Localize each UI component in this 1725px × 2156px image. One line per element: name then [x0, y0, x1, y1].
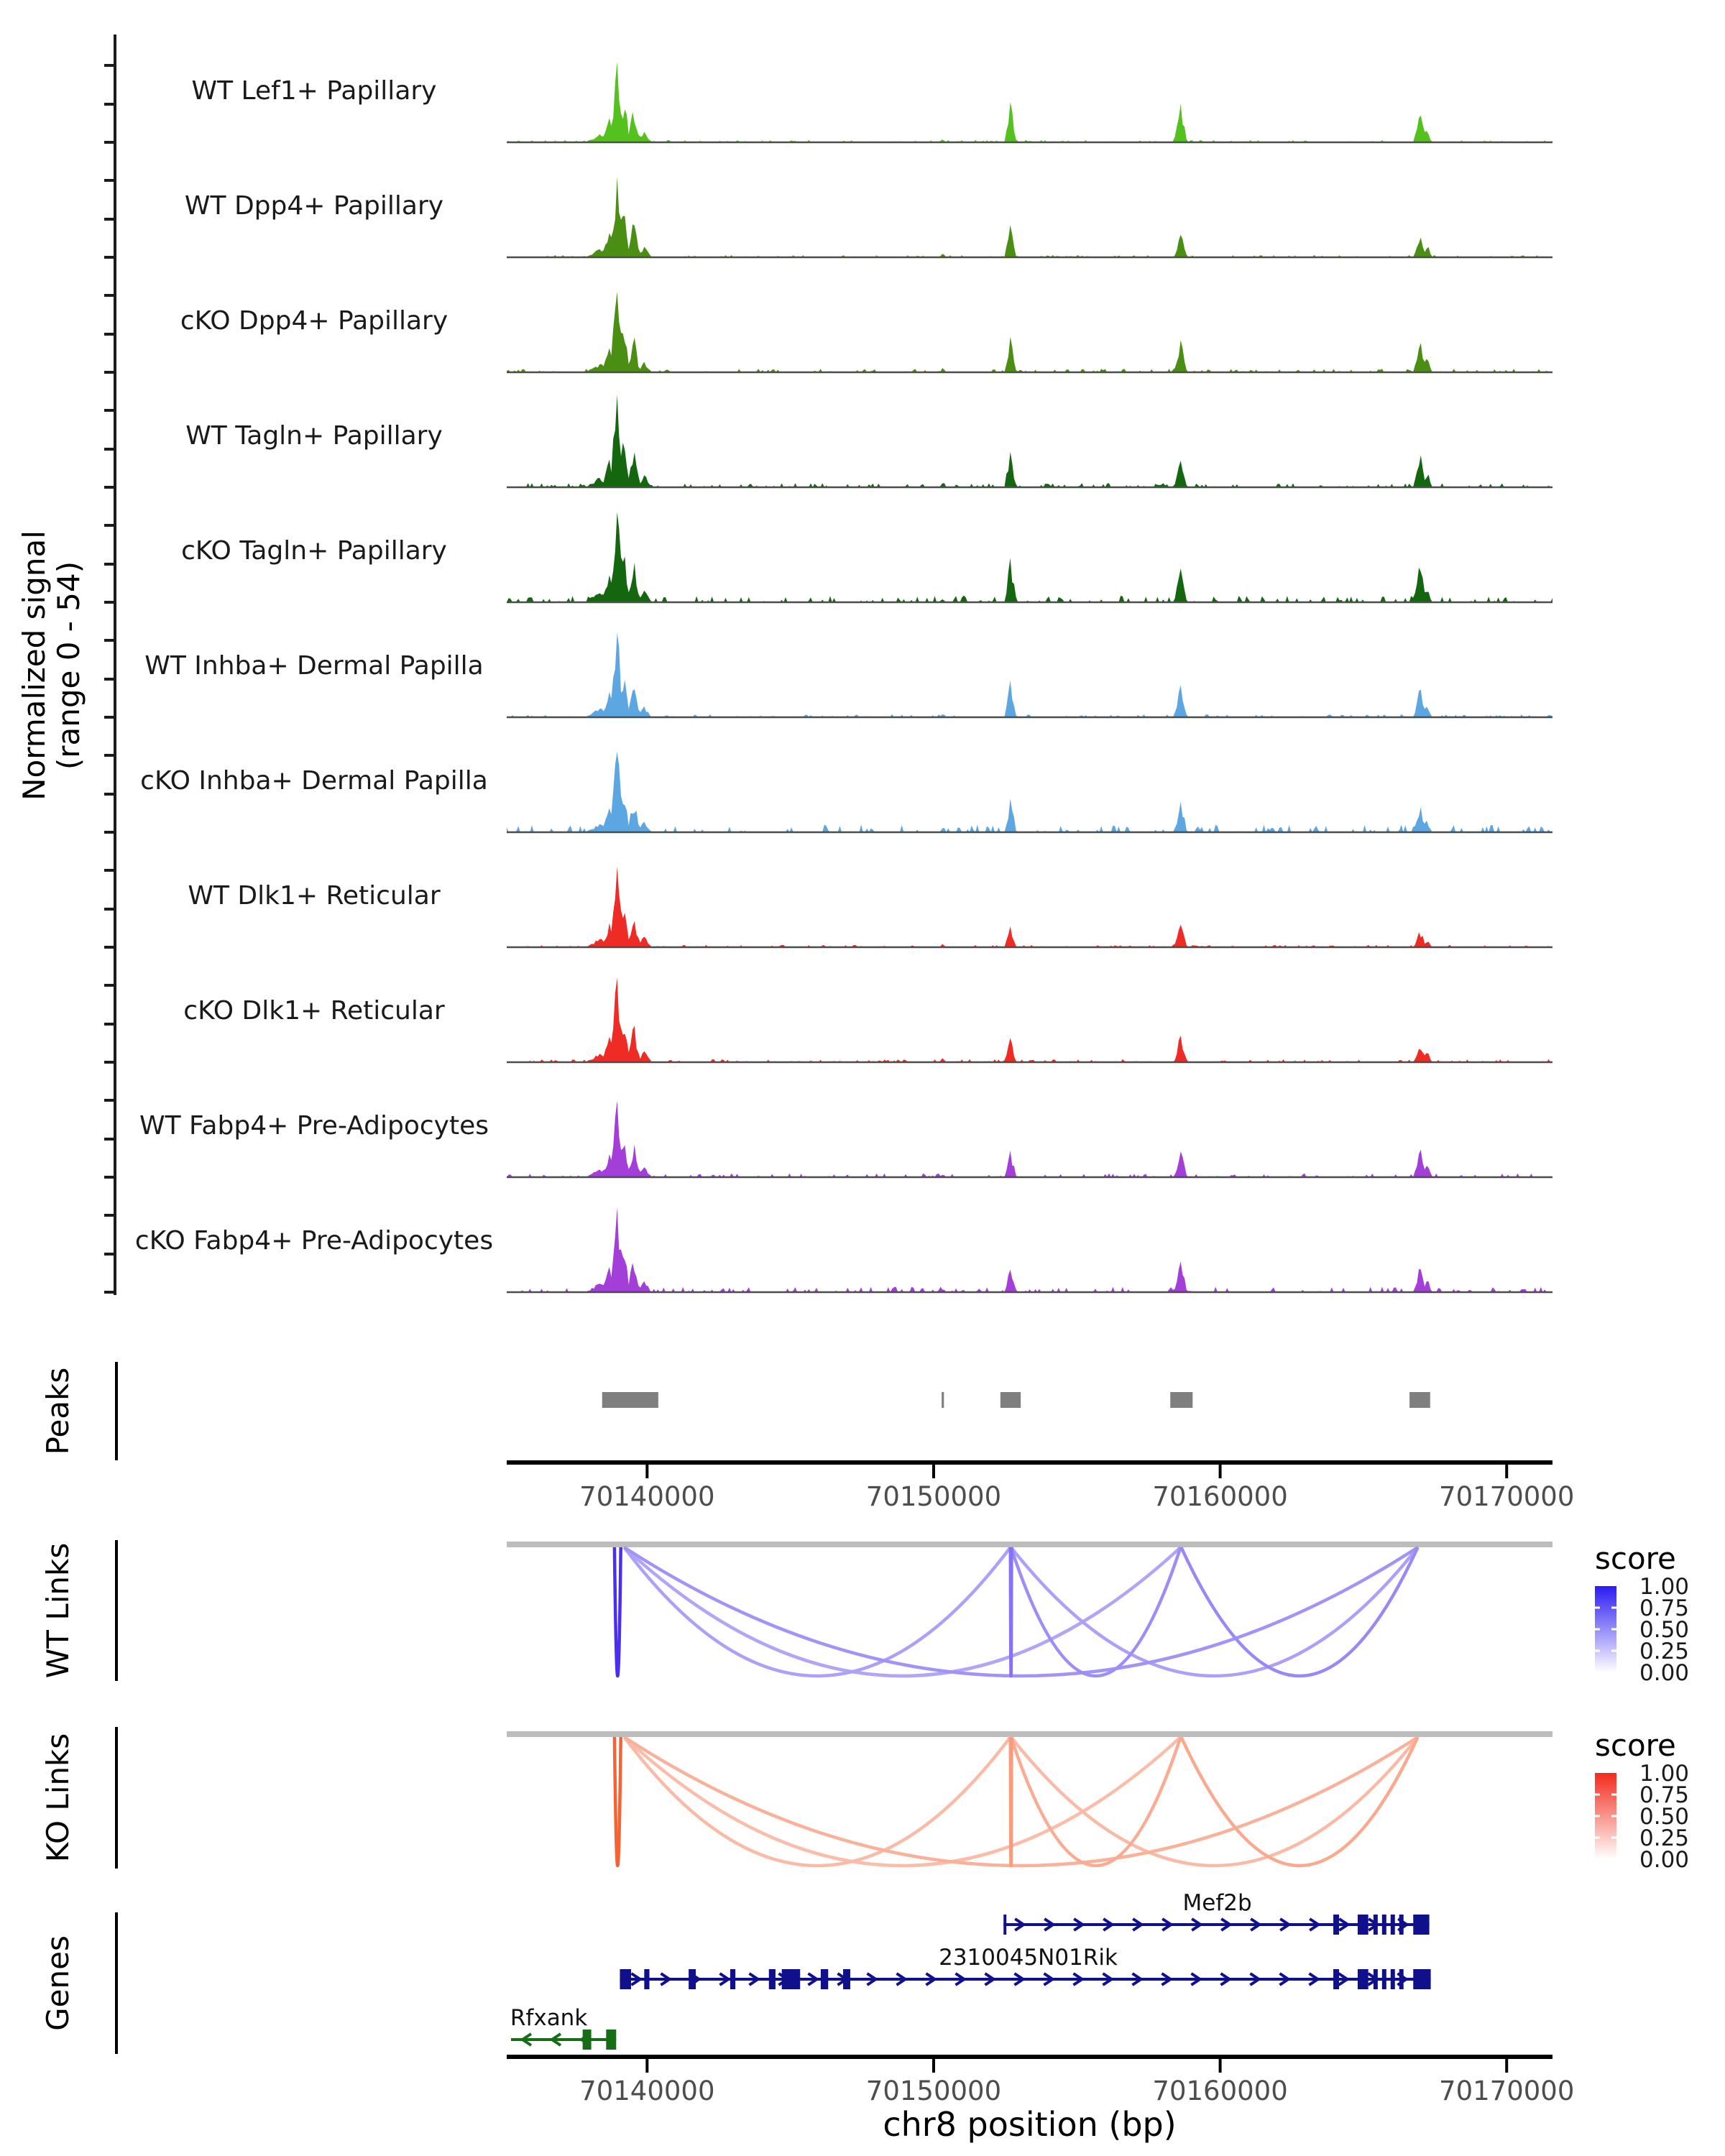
track-label: cKO Dlk1+ Reticular: [183, 996, 445, 1026]
link-arc: [624, 1547, 1010, 1676]
legend-tick-label: 0.25: [1639, 1825, 1690, 1851]
section-label: Genes: [40, 1935, 75, 2031]
coverage-area: [507, 292, 1552, 372]
genes-panel: [40, 1890, 1431, 2054]
gene-exon: [1374, 1969, 1378, 1989]
legend-tick-label: 0.00: [1639, 1660, 1690, 1686]
genome-axis-bottom: [507, 2057, 1574, 2144]
legend-tick-label: 0.75: [1639, 1782, 1690, 1808]
link-arc: [615, 1547, 621, 1676]
links-region-bar: [507, 1731, 1552, 1737]
legend-tick-label: 0.50: [1639, 1617, 1690, 1643]
genome-axis-tick-label: 70150000: [865, 1481, 1002, 1512]
legend-tick-label: 0.50: [1639, 1804, 1690, 1830]
gene-exon: [689, 1969, 696, 1989]
legend-tick-label: 0.75: [1639, 1595, 1690, 1621]
coverage-area: [507, 977, 1552, 1062]
gene-exon: [1391, 1915, 1395, 1935]
gene-label: Rfxank: [510, 2005, 588, 2031]
gene-exon: [1003, 1915, 1006, 1935]
gene-exon: [1333, 1969, 1339, 1989]
link-arc: [1011, 1547, 1181, 1676]
coverage-area: [507, 512, 1552, 602]
peak-interval: [1000, 1392, 1021, 1408]
coverage-area: [507, 62, 1552, 142]
coverage-area: [507, 1101, 1552, 1177]
genome-axis-tick-label: 70170000: [1439, 1481, 1575, 1512]
gene-exon: [606, 2030, 616, 2050]
track-label: WT Inhba+ Dermal Papilla: [144, 651, 484, 681]
gene-exon: [1413, 1969, 1430, 1989]
coverage-area: [507, 632, 1552, 717]
track-label: cKO Tagln+ Papillary: [181, 536, 447, 566]
legend-bar-tick: [1595, 1607, 1600, 1609]
genome-axis-tick-label: 70150000: [865, 2076, 1002, 2106]
gene-exon: [1333, 1915, 1339, 1935]
gene-exon: [644, 1969, 649, 1989]
coverage-tracks-panel: [135, 62, 1552, 1292]
link-arc: [1011, 1547, 1012, 1676]
section-label: WT Links: [40, 1542, 75, 1679]
links-panels: [40, 1540, 1689, 1873]
link-arc: [624, 1737, 1180, 1866]
link-arc: [615, 1737, 621, 1866]
link-arc: [1011, 1737, 1181, 1866]
coverage-area: [507, 752, 1552, 832]
legend-title: score: [1595, 1541, 1676, 1576]
track-label: cKO Dpp4+ Papillary: [180, 306, 448, 336]
coverage-area: [507, 1207, 1552, 1292]
section-label: KO Links: [40, 1733, 75, 1863]
legend-tick-label: 1.00: [1639, 1761, 1690, 1787]
coverage-area: [507, 177, 1552, 257]
legend-bar-tick: [1595, 1837, 1600, 1839]
track-label: cKO Inhba+ Dermal Papilla: [140, 766, 488, 796]
track-label: WT Lef1+ Papillary: [191, 76, 437, 106]
gene-exon: [1374, 1915, 1378, 1935]
genome-axis-tick-label: 70170000: [1439, 2076, 1575, 2106]
coverage-area: [507, 395, 1552, 487]
gene-exon: [1399, 1969, 1404, 1989]
track-label: WT Dlk1+ Reticular: [188, 881, 441, 911]
legend-bar-tick: [1611, 1815, 1616, 1818]
legend-bar-tick: [1595, 1815, 1600, 1818]
gene-exon: [1391, 1969, 1395, 1989]
track-label: WT Tagln+ Papillary: [185, 421, 443, 451]
gene-exon: [821, 1969, 828, 1989]
genome-axis-top: [507, 1462, 1574, 1512]
genome-axis-tick-label: 70140000: [579, 2076, 715, 2106]
peak-interval: [602, 1392, 658, 1408]
track-label: WT Fabp4+ Pre-Adipocytes: [139, 1111, 489, 1141]
legend-tick-label: 1.00: [1639, 1574, 1690, 1600]
coverage-area: [507, 867, 1552, 947]
peak-interval: [942, 1392, 944, 1408]
y-axis-title-line2: (range 0 - 54): [51, 561, 86, 770]
section-label: Peaks: [40, 1367, 75, 1455]
gene-exon: [1413, 1915, 1429, 1935]
gene-label: 2310045N01Rik: [939, 1945, 1118, 1971]
gene-exon: [1382, 1915, 1386, 1935]
legend-bar-tick: [1595, 1650, 1600, 1652]
gene-exon: [843, 1969, 850, 1989]
genome-axis-tick-label: 70160000: [1152, 2076, 1288, 2106]
legend-tick-label: 0.25: [1639, 1639, 1690, 1664]
gene-exon: [1358, 1969, 1368, 1989]
legend-bar-tick: [1611, 1794, 1616, 1796]
peak-interval: [1409, 1392, 1430, 1408]
legend-tick-label: 0.00: [1639, 1847, 1690, 1873]
legend-bar-tick: [1595, 1628, 1600, 1631]
gene-label: Mef2b: [1182, 1890, 1252, 1916]
legend-bar-tick: [1611, 1628, 1616, 1631]
gene-exon: [769, 1969, 776, 1989]
gene-exon: [1358, 1915, 1368, 1935]
peak-interval: [1170, 1392, 1192, 1408]
gene-exon: [730, 1969, 735, 1989]
gene-exon: [583, 2030, 592, 2050]
links-region-bar: [507, 1542, 1552, 1547]
genome-axis-tick-label: 70140000: [579, 1481, 715, 1512]
legend-bar-tick: [1611, 1607, 1616, 1609]
gene-exon: [620, 1969, 631, 1989]
legend-bar-tick: [1611, 1650, 1616, 1652]
genome-axis-tick-label: 70160000: [1152, 1481, 1288, 1512]
y-axis-title-line1: Normalized signal: [17, 530, 52, 801]
peaks-panel: [40, 1362, 1430, 1460]
link-arc: [624, 1547, 1180, 1676]
y-axis: [17, 34, 115, 1295]
track-label: cKO Fabp4+ Pre-Adipocytes: [134, 1226, 494, 1256]
gene-exon: [782, 1969, 801, 1989]
track-label: WT Dpp4+ Papillary: [184, 191, 444, 221]
x-axis-title: chr8 position (bp): [883, 2105, 1177, 2144]
gene-exon: [1399, 1915, 1404, 1935]
legend-title: score: [1595, 1728, 1676, 1763]
legend-bar-tick: [1611, 1837, 1616, 1839]
link-arc: [624, 1737, 1010, 1866]
link-arc: [1011, 1737, 1012, 1866]
gene-exon: [1382, 1969, 1386, 1989]
legend-bar-tick: [1595, 1794, 1600, 1796]
